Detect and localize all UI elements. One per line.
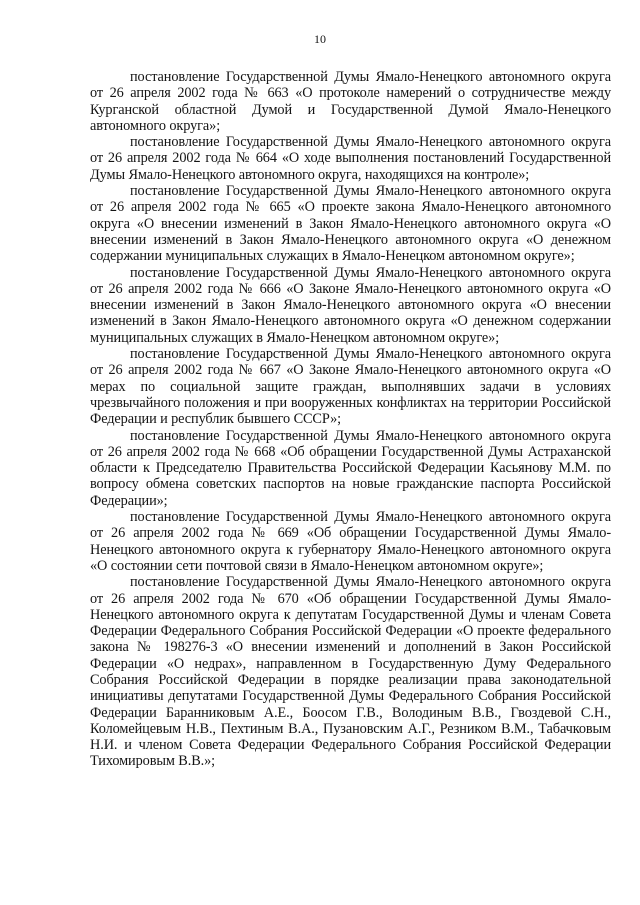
- paragraph-resolution-670: постановление Государственной Думы Ямало-Ненецкого автономного округа от 26 апреля 2002 года № 670 «Об обращении Государственной Думы Ямало-Ненецкого автономного округа к депутатам Государственной Думы и членам Совета Федерации Федерального Собрания Российской Федерации «О проекте федерального закона № 198276-3 «О внесении изменений и дополнений в Закон Российской Федерации «О недрах», направленном в Государственную Думу Федерального Собрания Российской Федерации в порядке реализации права законодательной инициативы депутатами Государственной Думы Федерального Собрания Российской Федерации Баранниковым А.Е., Боосом Г.В., Володиным В.В., Гвоздевой С.Н., Коломейцевым Н.В., Пехтиным В.А., Пузановским А.Г., Резником В.М., Табачковым Н.И. и членом Совета Федерации Федерального Собрания Российской Федерации Тихомировым В.В.»;: [90, 574, 611, 770]
- paragraph-resolution-667: постановление Государственной Думы Ямало-Ненецкого автономного округа от 26 апреля 2002 года № 667 «О Законе Ямало-Ненецкого автономного округа «О мерах по социальной защите граждан, выполнявших задачи в условиях чрезвычайного положения и при вооруженных конфликтах на территории Российской Федерации и республик бывшего СССР»;: [90, 346, 611, 428]
- page-number: 10: [314, 32, 326, 46]
- paragraph-resolution-664: постановление Государственной Думы Ямало-Ненецкого автономного округа от 26 апреля 2002 года № 664 «О ходе выполнения постановлений Государственной Думы Ямало-Ненецкого автономного округа, находящихся на контроле»;: [90, 134, 611, 183]
- paragraph-resolution-668: постановление Государственной Думы Ямало-Ненецкого автономного округа от 26 апреля 2002 года № 668 «Об обращении Государственной Думы Астраханской области к Председателю Правительства Российской Федерации Касьянову М.М. по вопросу обмена советских паспортов на новые гражданские паспорта Российской Федерации»;: [90, 427, 611, 509]
- paragraph-resolution-666: постановление Государственной Думы Ямало-Ненецкого автономного округа от 26 апреля 2002 года № 666 «О Законе Ямало-Ненецкого автономного округа «О внесении изменений в Закон Ямало-Ненецкого автономного округа «О внесении изменений в Закон Ямало-Ненецкого автономного округа «О денежном содержании муниципальных служащих в Ямало-Ненецком автономном округе»;: [90, 264, 611, 346]
- paragraph-resolution-669: постановление Государственной Думы Ямало-Ненецкого автономного округа от 26 апреля 2002 года № 669 «Об обращении Государственной Думы Ямало-Ненецкого автономного округа к губернатору Ямало-Ненецкого автономного округа «О состоянии сети почтовой связи в Ямало-Ненецком автономном округе»;: [90, 509, 611, 574]
- paragraph-resolution-663: постановление Государственной Думы Ямало-Ненецкого автономного округа от 26 апреля 2002 года № 663 «О протоколе намерений о сотрудничестве между Курганской областной Думой и Государственной Думой Ямало-Ненецкого автономного округа»;: [90, 69, 611, 134]
- document-body: [90, 69, 611, 770]
- paragraph-resolution-665: постановление Государственной Думы Ямало-Ненецкого автономного округа от 26 апреля 2002 года № 665 «О проекте закона Ямало-Ненецкого автономного округа «О внесении изменений в Закон Ямало-Ненецкого автономного округа «О внесении изменений в Закон Ямало-Ненецкого автономного округа «О денежном содержании муниципальных служащих в Ямало-Ненецком автономном округе»;: [90, 183, 611, 265]
